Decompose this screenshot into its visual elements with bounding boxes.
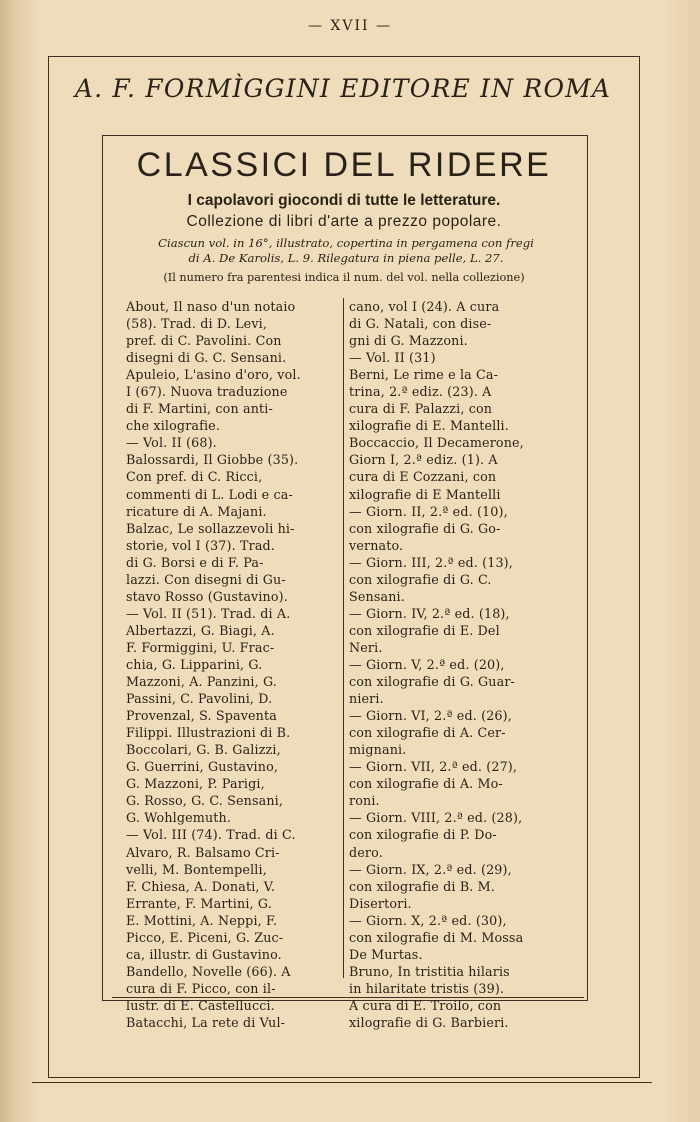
- catalog-line: Filippi. Illustrazioni di B.: [126, 725, 291, 741]
- catalog-line: commenti di L. Lodi e ca-: [126, 486, 293, 502]
- catalog-line: — Giorn. V, 2.ª ed. (20),: [349, 656, 505, 672]
- catalog-line: xilografie di E Mantelli: [349, 486, 501, 502]
- catalog-line: — Giorn. II, 2.ª ed. (10),: [349, 503, 508, 519]
- catalog-line: Con pref. di C. Ricci,: [126, 469, 263, 485]
- bottom-rule: [32, 1082, 652, 1083]
- catalog-line: lazzi. Con disegni di Gu-: [126, 571, 286, 587]
- catalog-line: mignani.: [349, 742, 407, 758]
- publisher-heading: A. F. FORMÌGGINI EDITORE IN ROMA: [74, 74, 612, 103]
- catalog-line: Passini, C. Pavolini, D.: [126, 691, 273, 707]
- catalog-line: ca, illustr. di Gustavino.: [126, 946, 282, 962]
- catalog-line: — Vol. III (74). Trad. di C.: [126, 827, 296, 843]
- catalog-line: Berni, Le rime e la Ca-: [349, 367, 499, 383]
- catalog-line: Errante, F. Martini, G.: [126, 895, 272, 911]
- catalog-line: Bruno, In tristitia hilaris: [349, 963, 510, 979]
- catalog-line: in hilaritate tristis (39).: [349, 980, 505, 996]
- catalog-line: Mazzoni, A. Panzini, G.: [126, 674, 277, 690]
- catalog-line: I (67). Nuova traduzione: [126, 384, 288, 400]
- numbering-note: (Il numero fra parentesi indica il num. del vol. nella collezione): [163, 271, 525, 284]
- catalog-line: con xilografie di G. C.: [349, 571, 492, 587]
- catalog-line: E. Mottini, A. Neppi, F.: [126, 912, 278, 928]
- catalog-line: — Giorn. IX, 2.ª ed. (29),: [349, 861, 512, 877]
- catalog-line: — Giorn. X, 2.ª ed. (30),: [349, 912, 507, 928]
- catalog-line: con xilografie di M. Mossa: [349, 929, 524, 945]
- catalog-line: con xilografie di G. Guar-: [349, 674, 515, 690]
- catalog-line: — Giorn. VII, 2.ª ed. (27),: [349, 759, 518, 775]
- catalog-line: Disertori.: [349, 895, 412, 911]
- catalog-line: — Giorn. III, 2.ª ed. (13),: [349, 554, 513, 570]
- series-title: CLASSICI DEL RIDERE: [136, 146, 552, 184]
- catalog-line: con xilografie di P. Do-: [349, 827, 497, 843]
- catalog-line: G. Wohlgemuth.: [126, 810, 232, 826]
- catalog-line: gni di G. Mazzoni.: [349, 333, 468, 349]
- catalog-line: xilografie di G. Barbieri.: [349, 1014, 509, 1030]
- edition-details-line: Ciascun vol. in 16°, illustrato, copertina in pergamena con fregi: [158, 236, 534, 250]
- catalog-line: stavo Rosso (Gustavino).: [126, 588, 288, 604]
- catalog-line: cura di F. Picco, con il-: [126, 980, 276, 996]
- catalog-line: — Vol. II (68).: [126, 435, 217, 451]
- catalog-line: con xilografie di G. Go-: [349, 520, 501, 536]
- catalog-line: G. Mazzoni, P. Parigi,: [126, 776, 265, 792]
- catalog-line: Batacchi, La rete di Vul-: [126, 1014, 286, 1030]
- catalog-line: di G. Natali, con dise-: [349, 316, 492, 332]
- catalog-line: che xilografie.: [126, 418, 221, 434]
- catalog-line: cura di E Cozzani, con: [349, 469, 497, 485]
- page-number: — XVII —: [307, 18, 393, 34]
- catalog-line: Picco, E. Piceni, G. Zuc-: [126, 929, 284, 945]
- catalog-line: di G. Borsi e di F. Pa-: [126, 554, 264, 570]
- catalog-line: Giorn I, 2.ª ediz. (1). A: [349, 452, 498, 468]
- catalog-line: — Vol. II (51). Trad. di A.: [126, 605, 291, 621]
- catalog-line: Neri.: [349, 639, 383, 655]
- catalog-line: (58). Trad. di D. Levi,: [126, 316, 268, 332]
- catalog-line: xilografie di E. Mantelli.: [349, 418, 509, 434]
- edition-details: [118, 236, 574, 266]
- catalog-line: cano, vol I (24). A cura: [349, 299, 500, 314]
- catalog-line: — Giorn. VI, 2.ª ed. (26),: [349, 708, 512, 724]
- catalog-line: Balossardi, Il Giobbe (35).: [126, 452, 299, 468]
- catalog-line: Bandello, Novelle (66). A: [126, 963, 291, 979]
- catalog-line: A cura di E. Troilo, con: [349, 997, 502, 1013]
- catalog-line: F. Chiesa, A. Donati, V.: [126, 878, 276, 894]
- catalog-line: ricature di A. Majani.: [126, 503, 267, 519]
- catalog-line: Provenzal, S. Spaventa: [126, 708, 277, 724]
- catalog-line: G. Guerrini, Gustavino,: [126, 759, 279, 775]
- catalog-right-column: [349, 298, 561, 1031]
- catalog-line: cura di F. Palazzi, con: [349, 401, 493, 417]
- catalog-line: — Giorn. VIII, 2.ª ed. (28),: [349, 810, 523, 826]
- catalog-line: trina, 2.ª ediz. (23). A: [349, 384, 492, 400]
- catalog-line: chia, G. Lipparini, G.: [126, 656, 263, 672]
- catalog-line: De Murtas.: [349, 946, 423, 962]
- catalog-line: di F. Martini, con anti-: [126, 401, 273, 417]
- catalog-line: Boccaccio, Il Decamerone,: [349, 435, 524, 451]
- catalog-line: G. Rosso, G. C. Sensani,: [126, 793, 284, 809]
- catalog-left-column: [126, 298, 338, 1031]
- catalog-line: storie, vol I (37). Trad.: [126, 537, 275, 553]
- catalog-line: — Vol. II (31): [349, 350, 436, 366]
- catalog-line: dero.: [349, 844, 383, 860]
- catalog-line: con xilografie di B. M.: [349, 878, 495, 894]
- catalog-line: Alvaro, R. Balsamo Cri-: [126, 844, 280, 860]
- catalog-line: velli, M. Bontempelli,: [126, 861, 267, 877]
- catalog-line: pref. di C. Pavolini. Con: [126, 333, 282, 349]
- catalog-line: roni.: [349, 793, 380, 809]
- series-tagline: Collezione di libri d'arte a prezzo popolare.: [186, 213, 502, 230]
- catalog-line: disegni di G. C. Sensani.: [126, 350, 287, 366]
- column-divider: [343, 298, 344, 978]
- catalog-line: Balzac, Le sollazzevoli hi-: [126, 520, 295, 536]
- edition-details-line: di A. De Karolis, L. 9. Rilegatura in piena pelle, L. 27.: [188, 251, 504, 265]
- catalog-line: Boccolari, G. B. Galizzi,: [126, 742, 281, 758]
- catalog-line: con xilografie di A. Cer-: [349, 725, 506, 741]
- catalog-line: Albertazzi, G. Biagi, A.: [126, 622, 275, 638]
- catalog-line: vernato.: [349, 537, 404, 553]
- catalog-line: F. Formiggini, U. Frac-: [126, 639, 275, 655]
- catalog-line: con xilografie di E. Del: [349, 622, 500, 638]
- catalog-line: Apuleio, L'asino d'oro, vol.: [126, 367, 301, 383]
- catalog-line: — Giorn. IV, 2.ª ed. (18),: [349, 605, 510, 621]
- catalog-line: Sensani.: [349, 588, 405, 604]
- catalog-line: About, Il naso d'un notaio: [126, 299, 296, 314]
- catalog-line: nieri.: [349, 691, 384, 707]
- catalog-line: con xilografie di A. Mo-: [349, 776, 503, 792]
- catalog-line: lustr. di E. Castellucci.: [126, 997, 275, 1013]
- series-subtitle: I capolavori giocondi di tutte le letterature.: [187, 192, 501, 209]
